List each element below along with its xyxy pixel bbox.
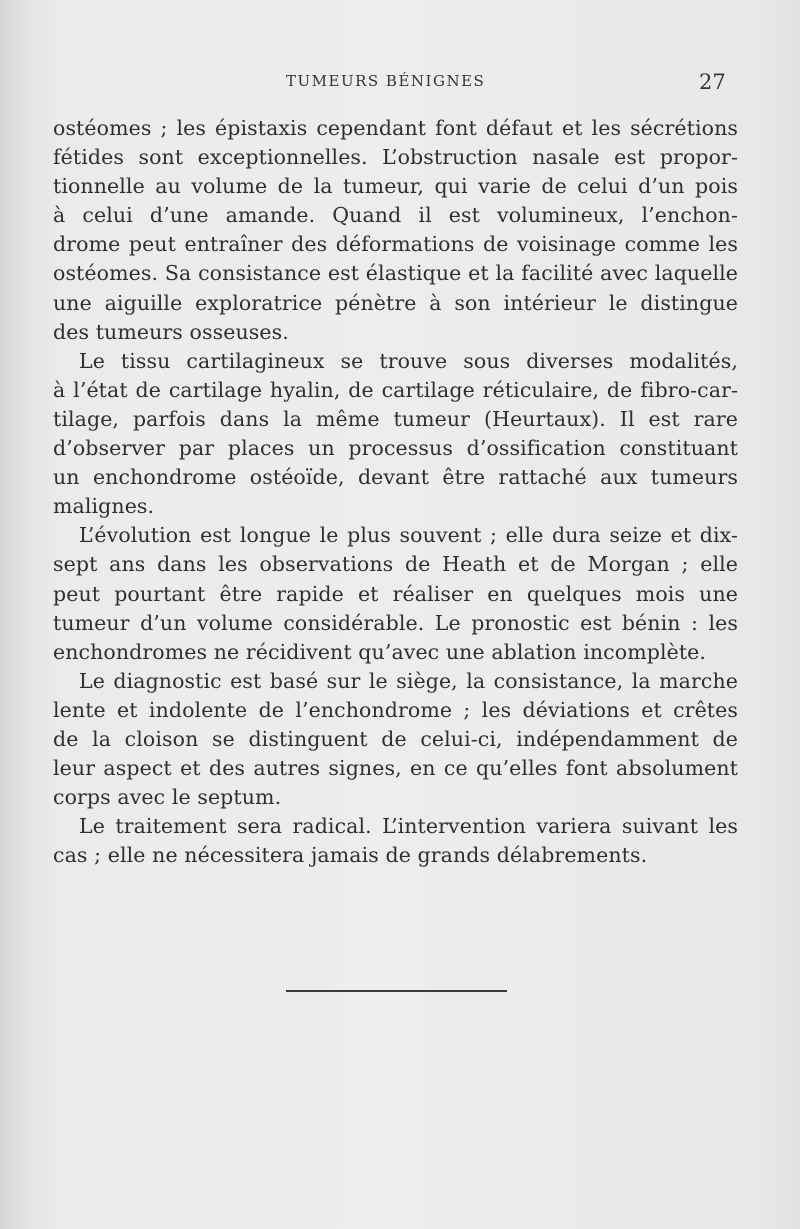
page-number: 27	[699, 70, 726, 94]
body-text	[53, 114, 738, 870]
text-line: des tumeurs osseuses.	[53, 319, 289, 344]
text-line: un enchondrome ostéoïde, devant être rattaché aux tumeurs	[53, 465, 738, 490]
text-line: L’évolution est longue le plus souvent ; elle dura seize et dix-	[79, 523, 738, 548]
text-line: tilage, parfois dans la même tumeur (Heurtaux). Il est rare	[53, 406, 738, 431]
text-line: Le tissu cartilagineux se trouve sous diverses modalités,	[79, 348, 738, 373]
text-line: d’observer par places un processus d’ossification constituant	[53, 436, 738, 461]
text-line: malignes.	[53, 494, 155, 519]
text-line: à l’état de cartilage hyalin, de cartilage réticulaire, de fibro-car-	[53, 377, 738, 402]
text-line: cas ; elle ne nécessitera jamais de grands délabrements.	[53, 843, 648, 868]
text-line: enchondromes ne récidivent qu’avec une ablation incomplète.	[53, 639, 707, 664]
text-line: tumeur d’un volume considérable. Le pronostic est bénin : les	[53, 610, 738, 635]
text-line: fétides sont exceptionnelles. L’obstruction nasale est propor-	[53, 145, 738, 170]
text-line: de la cloison se distinguent de celui-ci, indépendamment de	[53, 726, 738, 751]
text-line: Le traitement sera radical. L’intervention variera suivant les	[79, 814, 738, 839]
text-line: Le diagnostic est basé sur le siège, la consistance, la marche	[79, 668, 738, 693]
text-line: leur aspect et des autres signes, en ce qu’elles font absolument	[53, 756, 738, 781]
text-line: peut pourtant être rapide et réaliser en quelques mois une	[53, 581, 738, 606]
text-line: lente et indolente de l’enchondrome ; les déviations et crêtes	[53, 697, 738, 722]
running-title: TUMEURS BÉNIGNES	[286, 72, 486, 90]
text-line: drome peut entraîner des déformations de voisinage comme les	[53, 232, 738, 257]
text-line: sept ans dans les observations de Heath et de Morgan ; elle	[53, 552, 738, 577]
text-line: une aiguille exploratrice pénètre à son intérieur le distingue	[53, 290, 738, 315]
text-line: ostéomes. Sa consistance est élastique et la facilité avec laquelle	[53, 261, 738, 286]
text-line: corps avec le septum.	[53, 785, 282, 810]
text-line: à celui d’une amande. Quand il est volumineux, l’enchon-	[53, 203, 738, 228]
text-line: tionnelle au volume de la tumeur, qui varie de celui d’un pois	[53, 174, 738, 199]
section-end-rule	[286, 990, 507, 992]
text-line: ostéomes ; les épistaxis cependant font défaut et les sécrétions	[53, 116, 738, 140]
